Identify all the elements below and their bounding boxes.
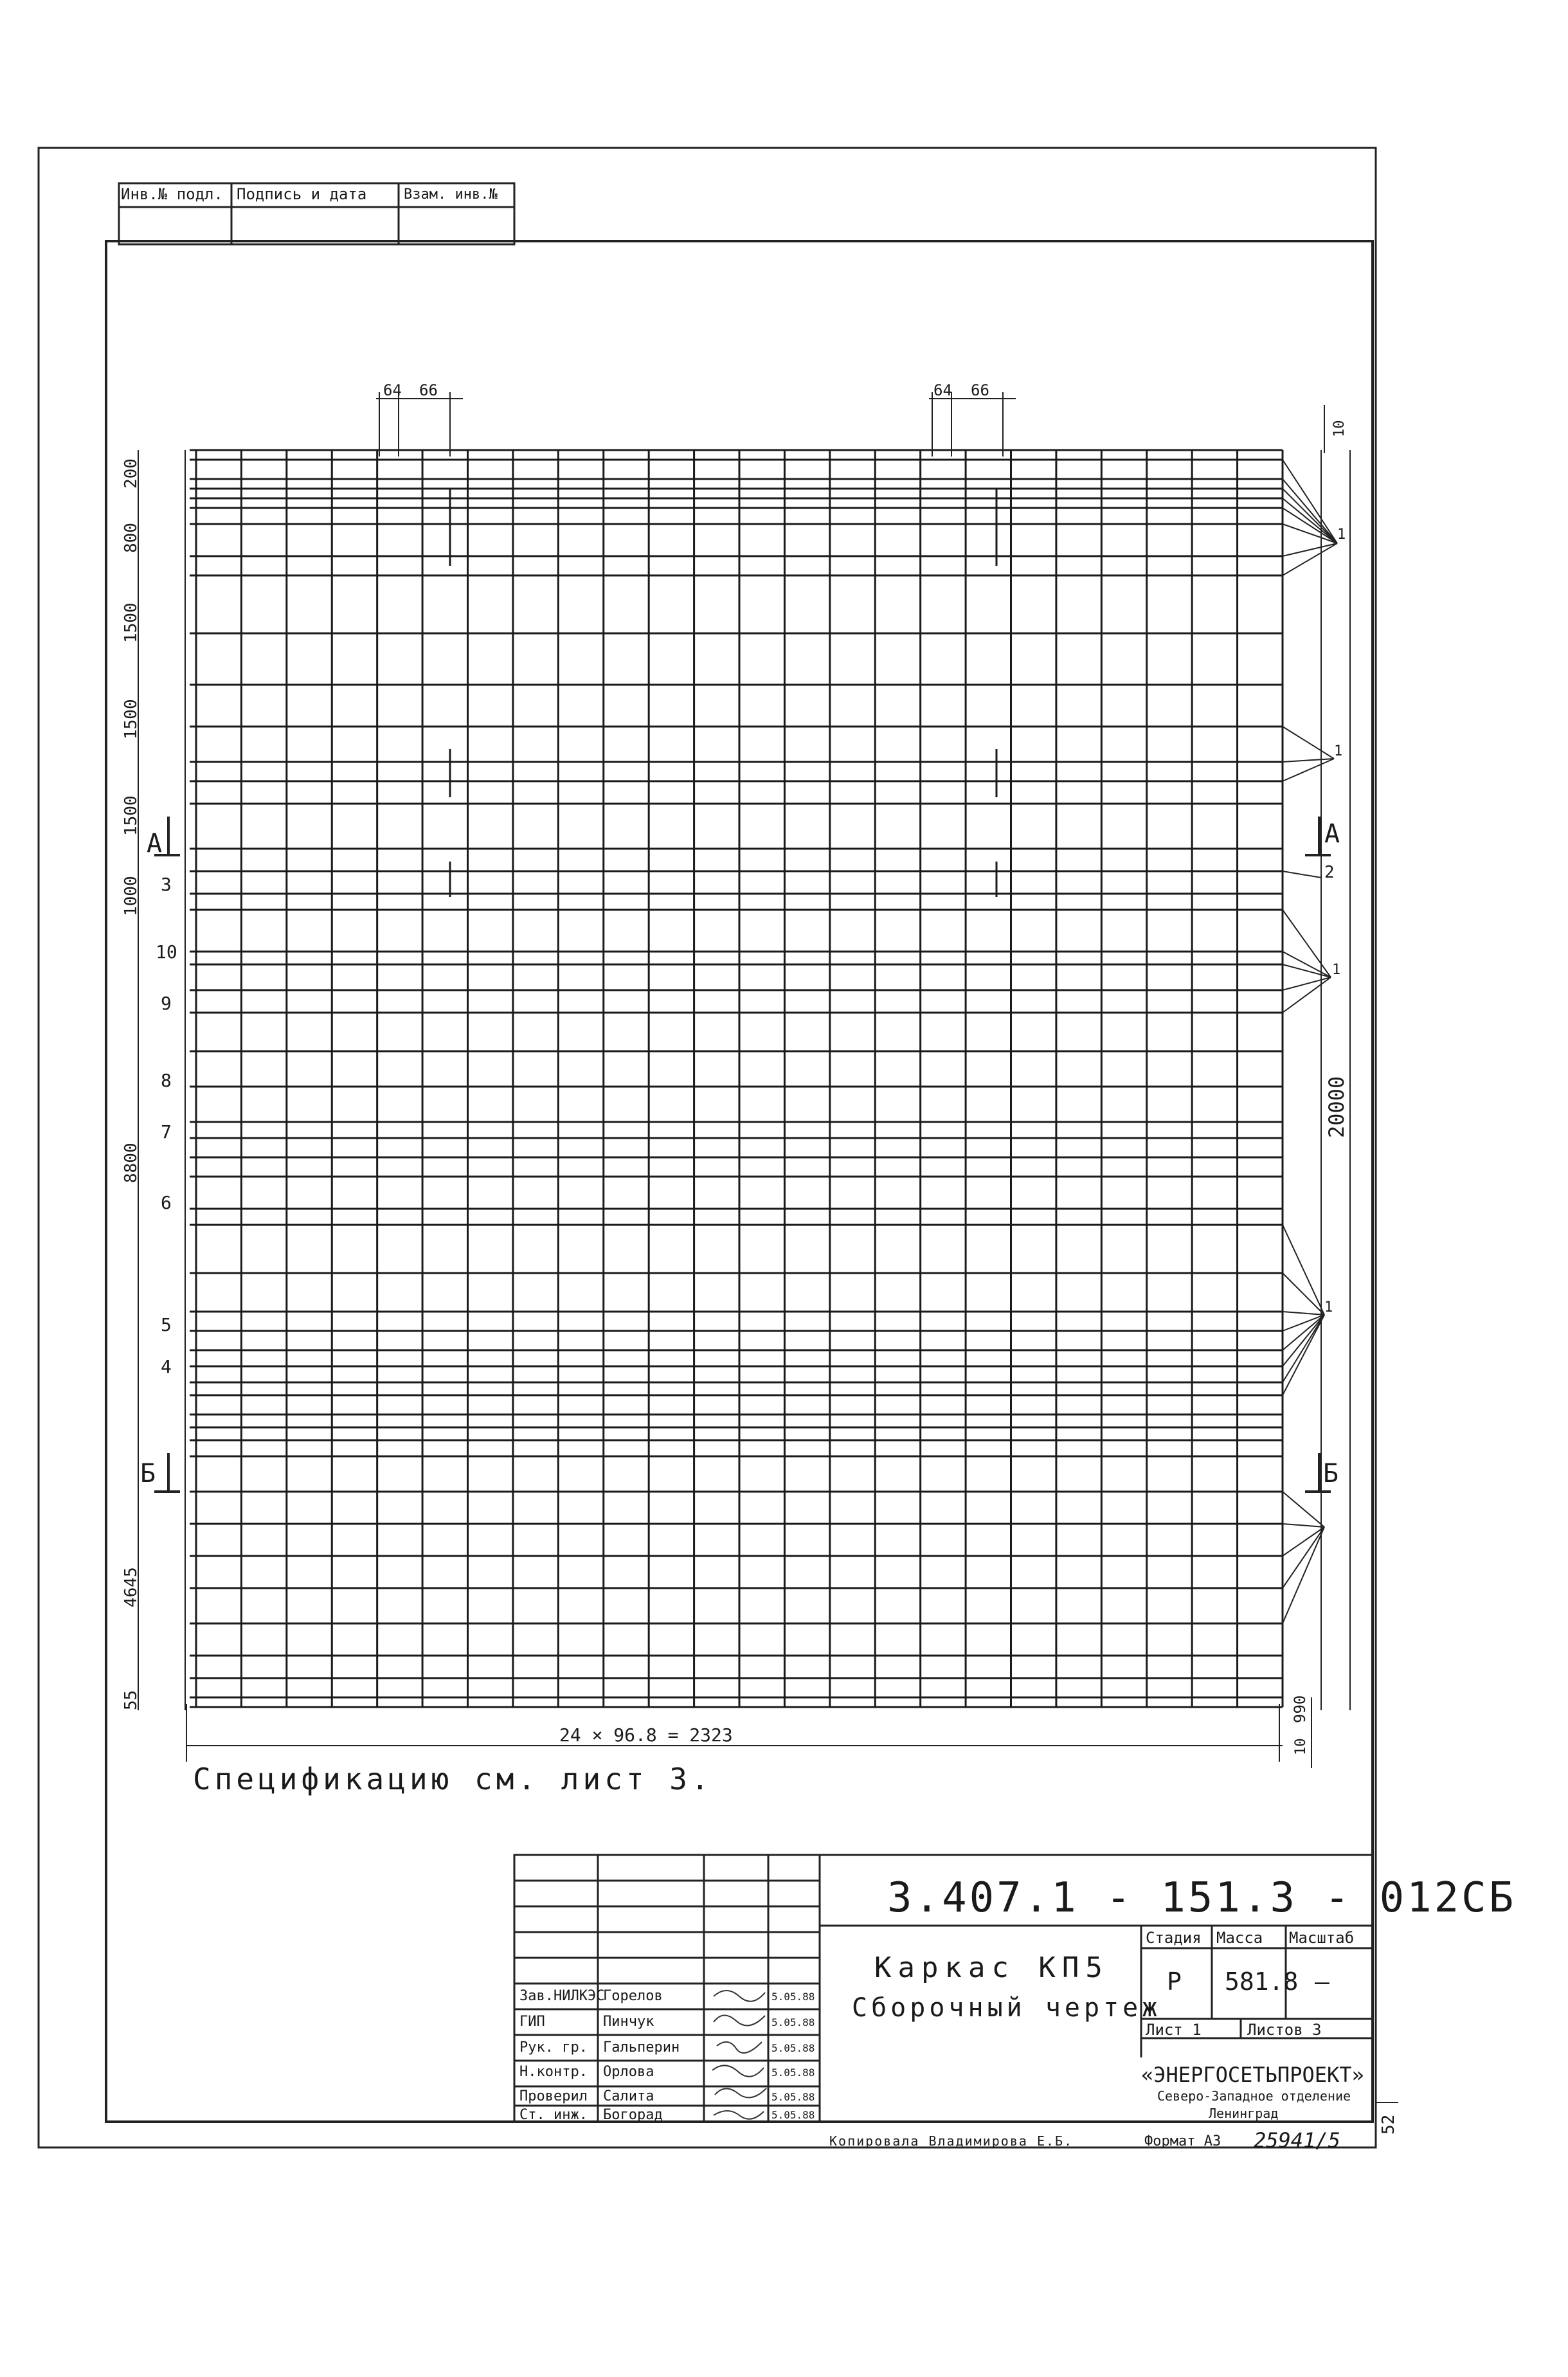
mass-header: Масса — [1216, 1929, 1263, 1947]
dim-label-top: 64 — [933, 381, 952, 399]
leader-lines — [1283, 460, 1337, 1623]
leader-line — [1283, 1225, 1324, 1315]
row-labels — [156, 874, 177, 1377]
leader-line — [1283, 543, 1337, 556]
leader-line — [1283, 952, 1331, 977]
org-name: «ЭНЕРГОСЕТЬПРОЕКТ» — [1141, 2063, 1364, 2087]
pos-label: 1 — [1332, 962, 1341, 978]
signer-role: Зав.НИЛКЭС — [519, 1988, 605, 2004]
signer-name: Горелов — [603, 1988, 663, 2004]
sheet-count: Листов 3 — [1247, 2021, 1322, 2039]
stamp-col-inventory: Инв.№ подл. — [121, 185, 223, 203]
leader-line — [1283, 1527, 1324, 1588]
dim-label-top: 66 — [419, 381, 438, 399]
leader-line — [1283, 1315, 1324, 1395]
leader-line — [1283, 1312, 1324, 1315]
mass-value: 581.8 — [1225, 1967, 1299, 1996]
stage-header: Стадия — [1146, 1929, 1202, 1947]
signer-date: 5.05.88 — [771, 2109, 815, 2121]
leader-line — [1283, 460, 1337, 543]
leader-line — [1283, 489, 1337, 543]
signer-role: Н.контр. — [519, 2064, 588, 2080]
dim-label: 1000 — [122, 876, 141, 916]
sheet-number: Лист 1 — [1146, 2021, 1202, 2039]
position-labels — [1324, 527, 1346, 1315]
row-label: 9 — [161, 993, 172, 1014]
org-city: Ленинград — [1209, 2106, 1279, 2121]
mesh-frame — [190, 450, 1283, 1707]
row-label: 4 — [161, 1356, 172, 1377]
signer-name: Гальперин — [603, 2039, 680, 2056]
section-letter: А — [1324, 819, 1340, 849]
dimension-lines — [138, 392, 1350, 1768]
signer-date: 5.05.88 — [771, 1991, 815, 2003]
section-letter: Б — [140, 1459, 156, 1488]
page-number: 52 — [1379, 2114, 1398, 2135]
dim-label: 55 — [122, 1690, 141, 1710]
section-letter: А — [147, 829, 163, 858]
signer-date: 5.05.88 — [771, 2042, 815, 2054]
pos-label: 1 — [1334, 743, 1343, 759]
pos-label: 2 — [1324, 863, 1335, 882]
outer-frame — [39, 148, 1376, 2147]
document-code: 3.407.1 - 151.3 - 012СБ — [887, 1874, 1517, 1922]
pos-label: 1 — [1324, 1299, 1333, 1315]
dim-label: 1500 — [122, 602, 141, 643]
leader-line — [1283, 977, 1331, 1013]
specification-note: Спецификацию см. лист 3. — [193, 1762, 713, 1796]
signer-role: ГИП — [519, 2014, 545, 2030]
leader-line — [1283, 508, 1337, 543]
drawing-subtitle: Сборочный чертеж — [852, 1993, 1162, 2023]
leader-line — [1283, 910, 1331, 977]
leader-line — [1283, 977, 1331, 990]
pos-label: 1 — [1337, 527, 1346, 543]
leader-line — [1283, 727, 1334, 759]
scale-header: Масштаб — [1289, 1929, 1355, 1947]
stamp-col-replaced: Взам. инв.№ — [404, 186, 498, 203]
leader-line — [1283, 1315, 1324, 1350]
dim-label: 8800 — [122, 1143, 141, 1183]
row-label: 6 — [161, 1192, 172, 1213]
bottom-dimension: 24 × 96.8 = 2323 — [559, 1724, 733, 1746]
row-label: 3 — [161, 874, 172, 895]
section-markers — [154, 817, 1331, 1492]
dim-label-top-right: 10 — [1331, 420, 1347, 437]
signer-name: Пинчук — [603, 2014, 654, 2030]
copied-by: Копировала Владимирова Е.Б. — [829, 2133, 1074, 2149]
row-label: 8 — [161, 1070, 172, 1091]
signer-role: Проверил — [519, 2088, 588, 2104]
leader-line — [1283, 1315, 1324, 1382]
dim-label: 4645 — [122, 1567, 141, 1607]
dim-label-top: 64 — [383, 381, 402, 399]
row-label: 7 — [161, 1121, 172, 1143]
stamp-col-signature: Подпись и дата — [237, 185, 367, 203]
signer-name: Салита — [603, 2088, 654, 2104]
signer-name: Богорад — [603, 2107, 663, 2123]
org-branch: Северо-Западное отделение — [1157, 2088, 1351, 2104]
drawing-title: Каркас КП5 — [874, 1951, 1109, 1984]
dim-label-top: 66 — [971, 381, 989, 399]
dim-label: 200 — [122, 458, 141, 489]
dim-label-height: 20000 — [1324, 1076, 1349, 1138]
leader-line — [1283, 1492, 1324, 1527]
section-letter: Б — [1323, 1459, 1339, 1488]
leader-line — [1283, 1524, 1324, 1527]
format-label: Формат А3 — [1144, 2133, 1221, 2149]
signer-date: 5.05.88 — [771, 2066, 815, 2079]
dim-label: 800 — [122, 523, 141, 553]
scale-value: — — [1315, 1967, 1329, 1996]
row-label: 5 — [161, 1314, 172, 1335]
signer-role: Рук. гр. — [519, 2039, 588, 2056]
leader-line — [1283, 543, 1337, 575]
stage-value: Р — [1167, 1967, 1182, 1996]
signer-date: 5.05.88 — [771, 2091, 815, 2103]
signer-date: 5.05.88 — [771, 2016, 815, 2029]
leader-line — [1283, 1273, 1324, 1315]
dim-label-bottom: 990 — [1291, 1695, 1309, 1723]
dim-label-bottom-small: 10 — [1293, 1738, 1309, 1755]
row-label: 10 — [156, 941, 177, 963]
dim-label: 1500 — [122, 699, 141, 739]
leader-line — [1283, 871, 1321, 878]
dim-label: 1500 — [122, 795, 141, 836]
signer-role: Ст. инж. — [519, 2107, 588, 2123]
inventory-number: 25941/5 — [1254, 2128, 1340, 2153]
leader-line — [1283, 498, 1337, 543]
signer-name: Орлова — [603, 2064, 654, 2080]
